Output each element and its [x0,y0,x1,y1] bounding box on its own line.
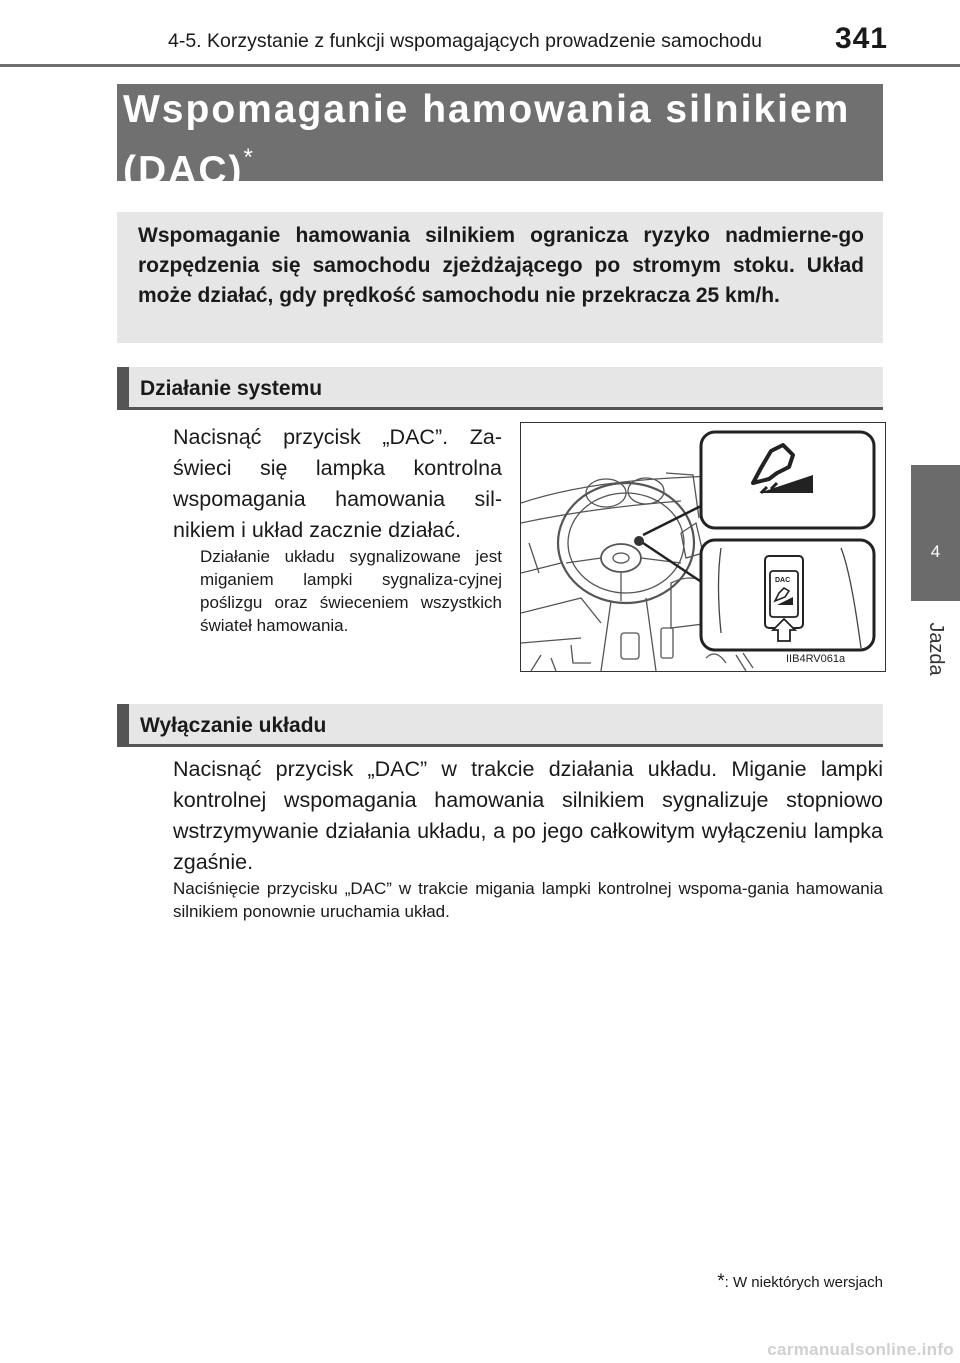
figure-caption: IIB4RV061a [786,653,846,665]
page-title-dac: (DAC) [123,149,244,192]
running-header-section: 4-5. Korzystanie z funkcji wspomagających prowadzenie samochodu [168,30,762,52]
dashboard-drawing [521,423,885,671]
section-heading-system-operation: Działanie systemu [140,377,323,400]
section-heading-bar [117,367,129,410]
title-footnote-marker: * [243,144,253,171]
chapter-number: 4 [930,542,941,561]
header-rule [0,64,960,67]
page-title [123,86,883,195]
page-title-line2 [123,134,883,195]
page-number: 341 [834,22,888,55]
watermark: carmanualsonline.info [767,1340,954,1359]
dac-button-icon [765,556,803,641]
footnote [717,1271,883,1293]
dac-button-label: DAC [775,577,791,584]
instruction-note: Działanie układu sygnalizowane jest miganiem lampki sygnaliza-cyjnej poślizgu oraz świeceniem wszystkich świateł hamowania. [200,547,502,635]
footnote-text: : W niektórych wersjach [724,1274,883,1291]
footnote-marker: * [717,1271,725,1292]
section-heading-deactivation: Wyłączanie układu [140,714,327,737]
chapter-tab [911,465,960,601]
section-heading-bar [117,704,129,747]
instruction-text: Nacisnąć przycisk „DAC” w trakcie działania układu. Miganie lampki kontrolnej wspomagania hamowania silnikiem sygnalizuje stopniowo wstrzymywanie działania układu, a po jego całkowitym wyłączeniu lampka zgaśnie. [173,757,883,874]
chapter-label: Jazda [925,622,947,676]
dashboard-illustration [520,422,886,672]
instruction-note: Naciśnięcie przycisku „DAC” w trakcie migania lampki kontrolnej wspoma-gania hamowania silnikiem ponownie uruchamia układ. [173,879,883,921]
instruction-text: Nacisnąć przycisk „DAC”. Za-świeci się lampka kontrolna wspomagania hamowania sil-nikiem i układ zacznie działać. [173,425,502,542]
page-title-line1: Wspomaganie hamowania silnikiem [123,88,851,131]
intro-text: Wspomaganie hamowania silnikiem ogranicza ryzyko nadmierne-go rozpędzenia się samochodu zjeżdżającego po stromym stoku. Układ może działać, gdy prędkość samochodu nie przekracza 25 km/h. [138,224,864,307]
